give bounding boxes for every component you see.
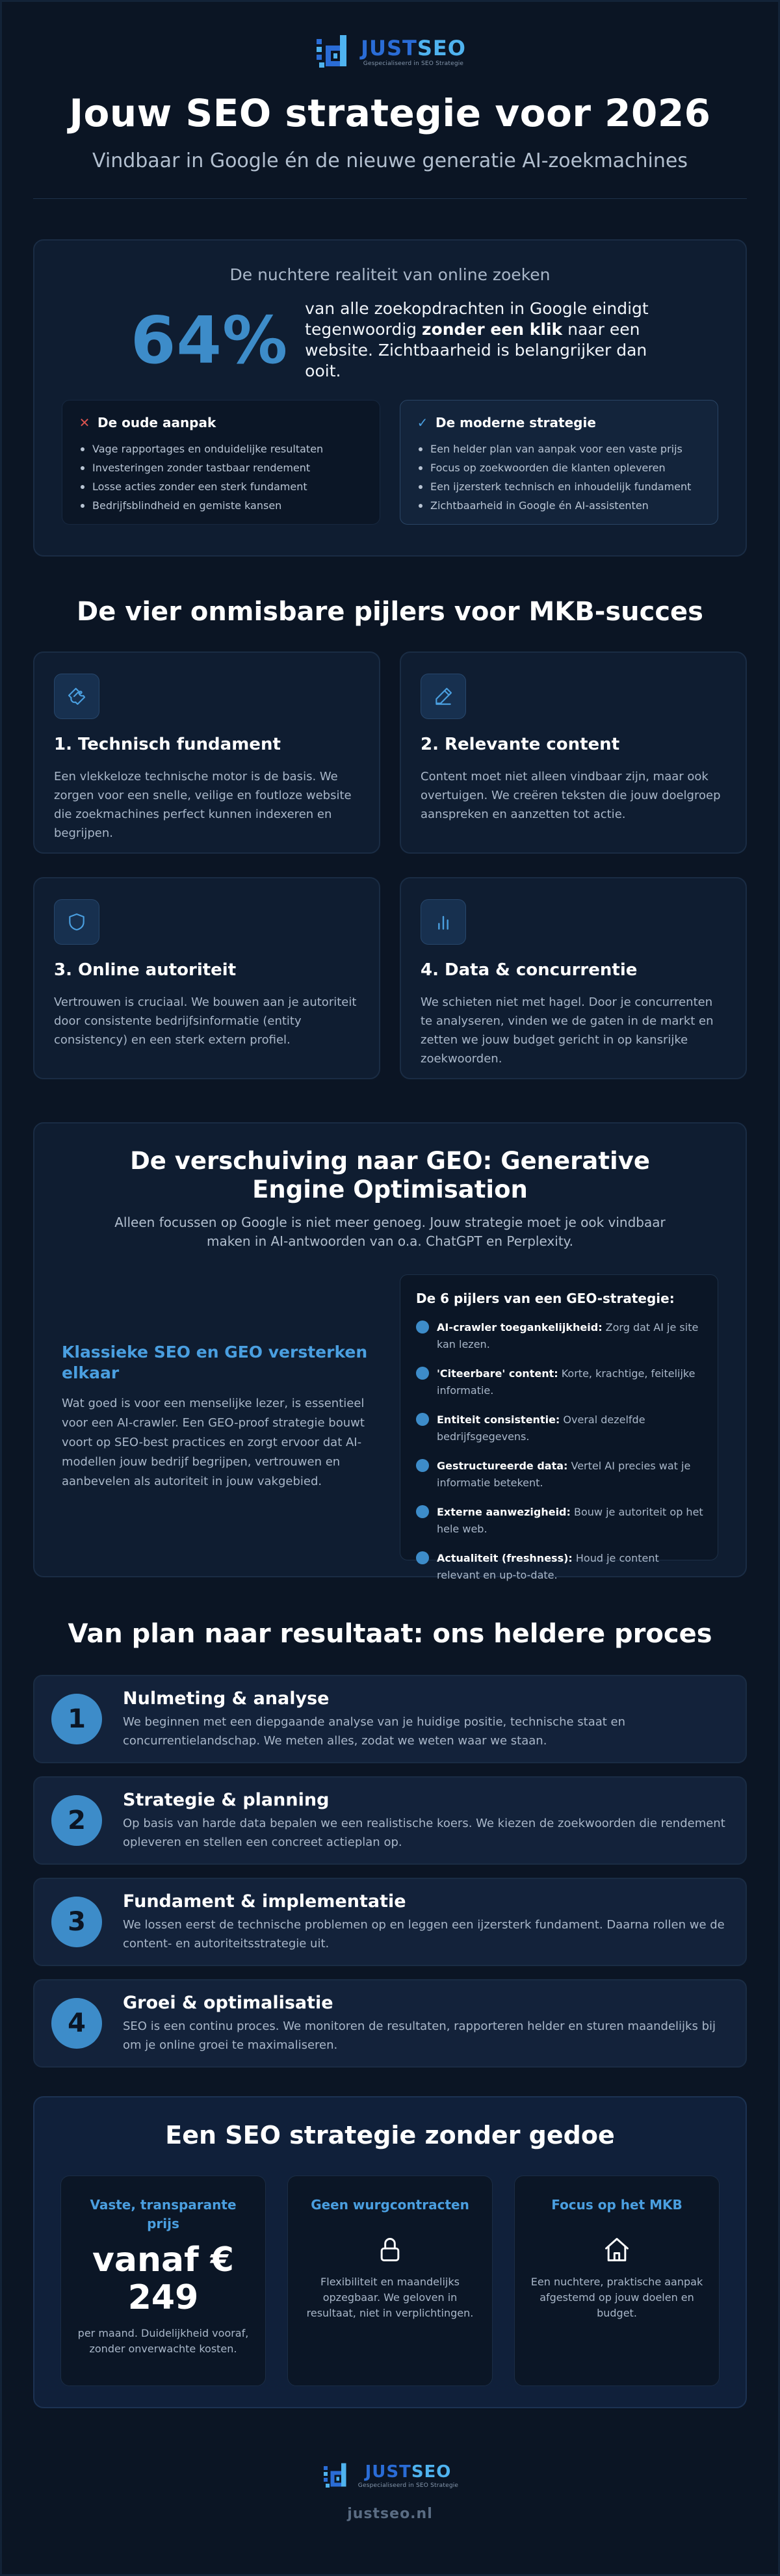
price-amount: vanaf € 249 — [92, 2241, 234, 2317]
logo[interactable] — [33, 31, 747, 73]
bar-chart-icon — [421, 899, 466, 945]
process-step — [33, 1675, 747, 1763]
pillar-body: Vertrouwen is cruciaal. We bouwen aan je autoriteit door consistente bedrijfsinformatie (entity consistency) en een sterk extern profiel. — [54, 995, 357, 1047]
list-item: Bedrijfsblindheid en gemiste kansen — [78, 496, 364, 515]
list-item: Focus op zoekwoorden die klanten opleveren — [416, 458, 702, 477]
step-title: Fundament & implementatie — [123, 1891, 406, 1912]
pillars-title: De vier onmisbare pijlers voor MKB-succes — [77, 597, 703, 627]
mkb-title: Focus op het MKB — [551, 2197, 682, 2213]
page-subtitle: Vindbaar in Google én de nieuwe generatie AI-zoekmachines — [92, 150, 688, 172]
geo-pillar-item: 'Citeerbare' content: Korte, krachtige, feitelijke informatie. — [416, 1365, 703, 1399]
geo-left-title: Klassieke SEO en GEO versterken elkaar — [62, 1343, 368, 1382]
pillar-body: We schieten niet met hagel. Door je concurrenten te analyseren, vinden we de gaten in de markt en zetten we jouw budget gericht in op kansrijke zoekwoorden. — [421, 995, 714, 1066]
step-number-badge: 1 — [51, 1694, 102, 1744]
pillars-grid — [33, 651, 747, 1079]
price-note: per maand. Duidelijkheid vooraf, zonder onverwachte kosten. — [77, 2327, 249, 2355]
old-approach-box — [62, 400, 380, 525]
wrench-icon — [54, 674, 99, 719]
geo-pillar-item: Actualiteit (freshness): Houd je content relevant en up-to-date. — [416, 1550, 703, 1584]
pillar-body: Een vlekkeloze technische motor is de basis. We zorgen voor een snelle, veilige en foutloze website die zoekmachines perfect kunnen indexeren en begrijpen. — [54, 770, 352, 840]
step-number-badge: 2 — [51, 1795, 102, 1846]
shield-icon — [54, 899, 99, 945]
check-icon: ✓ — [417, 415, 428, 430]
pillar-card — [33, 651, 380, 854]
lock-icon — [374, 2234, 406, 2265]
step-title: Strategie & planning — [123, 1789, 330, 1810]
bullet-dot-icon — [416, 1413, 429, 1426]
geo-pillar-item: AI-crawler toegankelijkheid: Zorg dat AI je site kan lezen. — [416, 1319, 703, 1353]
pillar-body: Content moet niet alleen vindbaar zijn, maar ook overtuigen. We creëren teksten die jouw doelgroep aanspreken en aanzetten tot actie. — [421, 770, 721, 821]
reality-section — [33, 239, 747, 557]
header — [33, 2, 747, 199]
reality-title: De nuchtere realiteit van online zoeken — [229, 265, 551, 284]
footer-url-link[interactable]: justseo.nl — [347, 2506, 433, 2522]
pricing-section — [33, 2096, 747, 2408]
no-contract-card — [287, 2175, 493, 2386]
bullet-dot-icon — [416, 1367, 429, 1380]
mkb-note: Een nuchtere, praktische aanpak afgestemd op jouw doelen en budget. — [530, 2276, 703, 2319]
geo-section — [33, 1122, 747, 1581]
no-contract-title: Geen wurgcontracten — [311, 2197, 469, 2213]
pillar-card — [400, 877, 747, 1079]
process-steps — [33, 1675, 747, 2068]
list-item: Vage rapportages en onduidelijke resultaten — [78, 440, 364, 458]
brand-name: JUSTSEO — [361, 35, 466, 60]
modern-strategy-box — [400, 400, 718, 525]
list-item: Zichtbaarheid in Google én AI-assistenten — [416, 496, 702, 515]
pillar-title: 1. Technisch fundament — [54, 735, 281, 754]
brand-tagline: Gespecialiseerd in SEO Strategie — [363, 60, 464, 67]
process-title: Van plan naar resultaat: ons heldere proces — [68, 1619, 712, 1649]
pillar-title: 4. Data & concurrentie — [421, 960, 638, 980]
process-step — [33, 1979, 747, 2068]
bullet-dot-icon — [416, 1459, 429, 1472]
footer — [33, 2460, 747, 2522]
list-item: Losse acties zonder een sterk fundament — [78, 477, 364, 496]
step-number-badge: 4 — [51, 1998, 102, 2049]
step-title: Groei & optimalisatie — [123, 1992, 333, 2013]
step-title: Nulmeting & analyse — [123, 1688, 330, 1709]
list-item: Een helder plan van aanpak voor een vaste prijs — [416, 440, 702, 458]
geo-pillar-item: Entiteit consistentie: Overal dezelfde bedrijfsgegevens. — [416, 1412, 703, 1445]
brand-name: JUSTSEO — [365, 2462, 452, 2482]
bullet-dot-icon — [416, 1321, 429, 1334]
geo-box-title: De 6 pijlers van een GEO-strategie: — [416, 1291, 675, 1306]
geo-pillars-box — [400, 1274, 718, 1581]
brand-tagline: Gespecialiseerd in SEO Strategie — [358, 2482, 459, 2489]
stat-percentage: 64% — [130, 302, 289, 378]
step-number-badge: 3 — [51, 1897, 102, 1947]
pencil-icon — [421, 674, 466, 719]
pillar-title: 2. Relevante content — [421, 735, 620, 754]
geo-title: De verschuiving naar GEO: Generative Engine Optimisation — [130, 1147, 650, 1203]
x-icon: ✕ — [79, 415, 90, 430]
mkb-card — [514, 2175, 720, 2386]
no-contract-note: Flexibiliteit en maandelijks opzegbaar. We geloven in resultaat, niet in verplichtingen. — [306, 2276, 474, 2319]
step-body: We lossen eerst de technische problemen op en leggen een ijzersterk fundament. Daarna rollen we de content- en autoriteitsstrategie uit. — [123, 1917, 725, 1951]
logo-mark-icon — [314, 31, 356, 73]
list-item: Een ijzersterk technisch en inhoudelijk fundament — [416, 477, 702, 496]
modern-strategy-title: De moderne strategie — [436, 415, 596, 430]
geo-pillar-item: Gestructureerde data: Vertel AI precies wat je informatie betekent. — [416, 1458, 703, 1492]
step-body: Op basis van harde data bepalen we een realistische koers. We kiezen de zoekwoorden die rendement opleveren en stellen een concreet actieplan op. — [123, 1816, 725, 1849]
footer-logo[interactable] — [33, 2460, 747, 2491]
geo-left-body: Wat goed is voor een menselijke lezer, is essentieel voor een AI-crawler. Een GEO-proof strategie bouwt voort op SEO-best practices en zorgt ervoor dat AI-modellen jouw bedrijf begrijpen, vertrouwen en aanbevelen als autoriteit in jouw vakgebied. — [62, 1397, 365, 1488]
step-body: SEO is een continu proces. We monitoren de resultaten, rapporteren helder en sturen maandelijks bij om je online groei te maximaliseren. — [123, 2019, 716, 2052]
process-step — [33, 1776, 747, 1865]
bullet-dot-icon — [416, 1505, 429, 1518]
header-divider — [33, 198, 747, 199]
process-step — [33, 1878, 747, 1966]
page-title: Jouw SEO strategie voor 2026 — [69, 91, 711, 135]
old-approach-title: De oude aanpak — [98, 415, 216, 430]
pillar-card — [33, 877, 380, 1079]
pillar-title: 3. Online autoriteit — [54, 960, 237, 980]
pillar-card — [400, 651, 747, 854]
price-card-title: Vaste, transparante prijs — [90, 2197, 237, 2231]
list-item: Investeringen zonder tastbaar rendement — [78, 458, 364, 477]
stat-description: van alle zoekopdrachten in Google eindigt tegenwoordig zonder een klik naar een website. Zichtbaarheid is belangrijker dan ooit. — [305, 299, 649, 380]
geo-subtitle: Alleen focussen op Google is niet meer genoeg. Jouw strategie moet je ook vindbaar maken in AI-antwoorden van o.a. ChatGPT en Perplexity. — [114, 1215, 666, 1249]
pricing-title: Een SEO strategie zonder gedoe — [165, 2121, 615, 2149]
logo-mark-icon — [322, 2460, 353, 2491]
geo-pillar-item: Externe aanwezigheid: Bouw je autoriteit op het hele web. — [416, 1504, 703, 1538]
bullet-dot-icon — [416, 1551, 429, 1564]
home-icon — [601, 2234, 632, 2265]
step-body: We beginnen met een diepgaande analyse van je huidige positie, technische staat en concurrentielandschap. We meten alles, zodat we weten waar we staan. — [123, 1715, 626, 1748]
price-card — [60, 2175, 266, 2386]
